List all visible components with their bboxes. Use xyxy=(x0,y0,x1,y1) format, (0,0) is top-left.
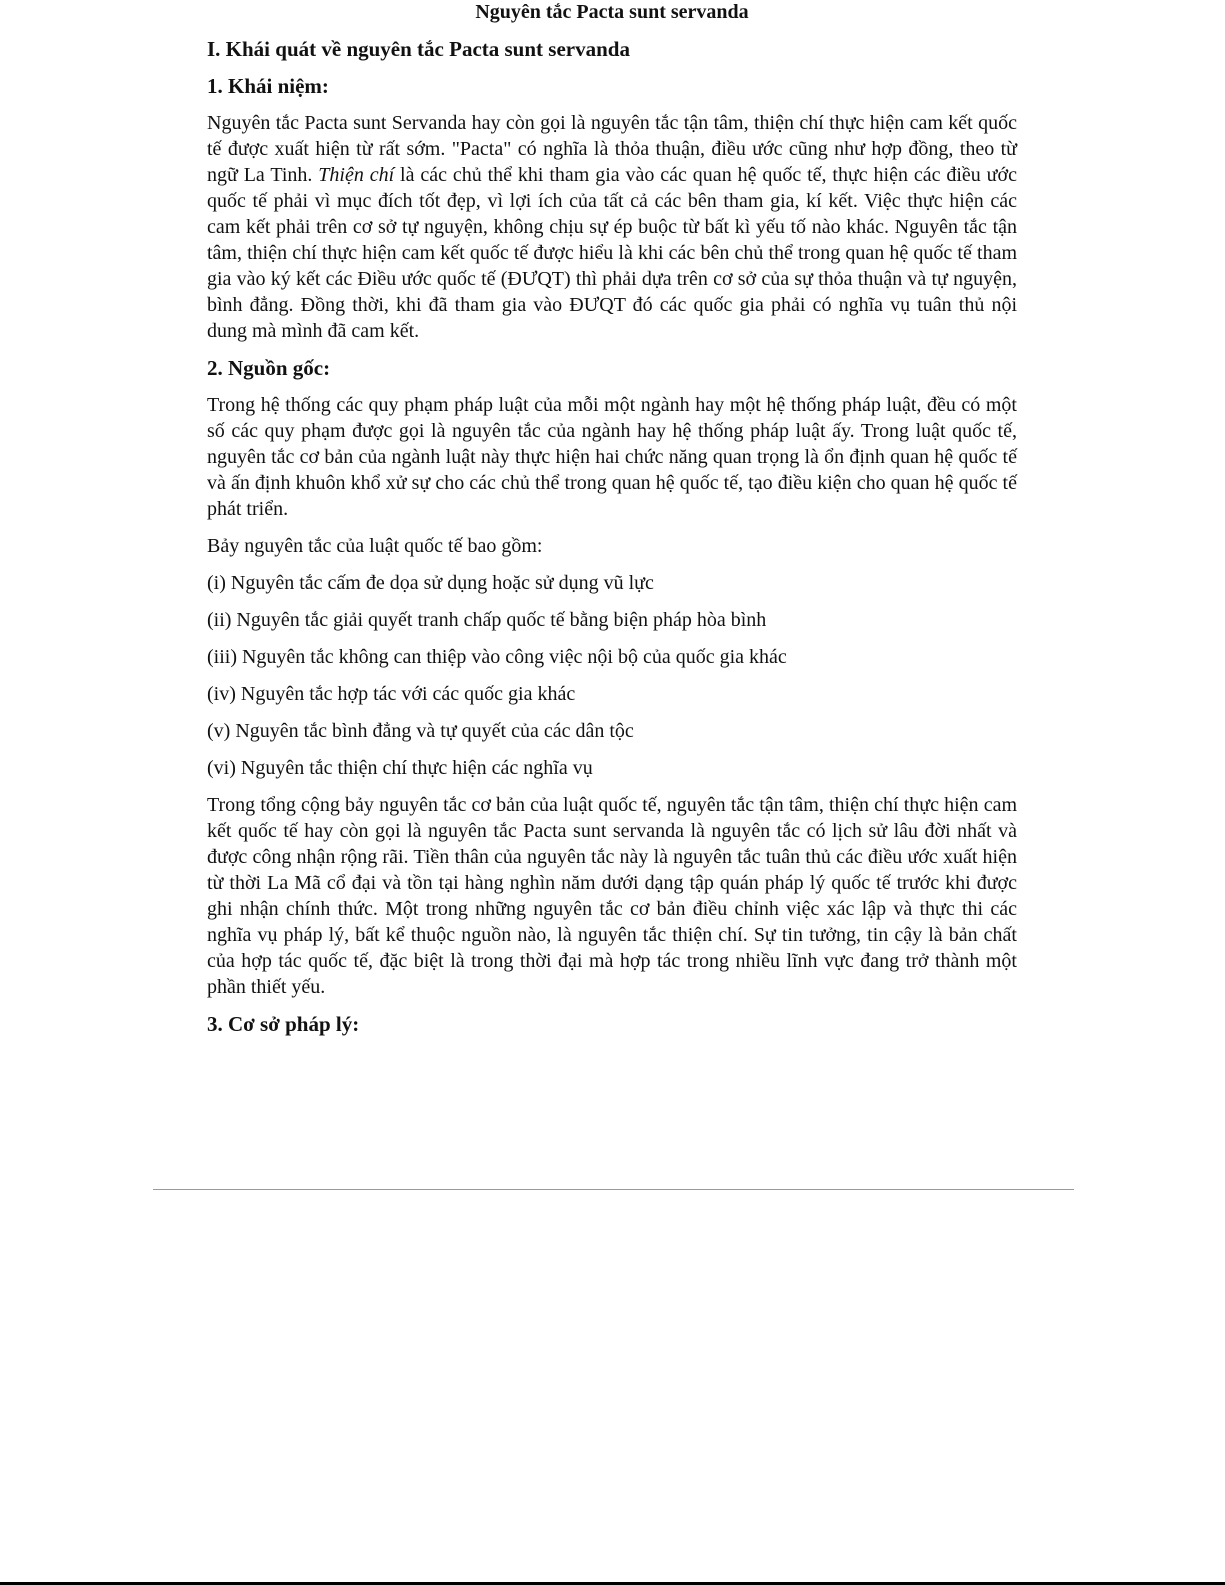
subheading-legal-basis: 3. Cơ sở pháp lý: xyxy=(207,1012,360,1036)
origin-paragraph-1: Trong hệ thống các quy phạm pháp luật của mỗi một ngành hay một hệ thống pháp luật, đều có một số các quy phạm được gọi là nguyên tắc của ngành hay hệ thống pháp luật ấy. Trong luật quốc tế, nguyên tắc cơ bản của ngành luật này thực hiện hai chức năng quan trọng là ổn định quan hệ quốc tế và ấn định khuôn khổ xử sự cho các chủ thể trong quan hệ quốc tế, tạo điều kiện cho quan hệ quốc tế phát triển. xyxy=(207,394,1017,520)
principles-intro: Bảy nguyên tắc của luật quốc tế bao gồm: xyxy=(207,535,543,557)
concept-italic-term: Thiện chí xyxy=(318,164,395,186)
concept-text-end: là các chủ thể khi tham gia vào các quan hệ quốc tế, thực hiện các điều ước quốc tế phải vì mục đích tốt đẹp, vì lợi ích của tất cả các bên tham gia, kí kết. Việc thực hiện các cam kết phải trên cơ sở tự nguyện, không chịu sự ép buộc từ bất kì yếu tố nào khác. Nguyên tắc tận tâm, thiện chí thực hiện cam kết quốc tế được hiểu là khi các bên chủ thể trong quan hệ quốc tế tham gia vào ký kết các Điều ước quốc tế (ĐƯQT) thì phải dựa trên cơ sở của sự thỏa thuận và tự nguyện, bình đẳng. Đồng thời, khi đã tham gia vào ĐƯQT đó các quốc gia phải có nghĩa vụ tuân thủ nội dung mà mình đã cam kết. xyxy=(207,164,1017,342)
section-heading-1: I. Khái quát về nguyên tắc Pacta sunt servanda xyxy=(207,37,630,61)
principle-item: (i) Nguyên tắc cấm đe dọa sử dụng hoặc sử dụng vũ lực xyxy=(207,572,654,594)
document-title: Nguyên tắc Pacta sunt servanda xyxy=(475,1,749,23)
principle-item: (ii) Nguyên tắc giải quyết tranh chấp quốc tế bằng biện pháp hòa bình xyxy=(207,609,767,631)
concept-paragraph xyxy=(207,110,1017,344)
page-divider xyxy=(153,1189,1074,1190)
principle-item: (iii) Nguyên tắc không can thiệp vào công việc nội bộ của quốc gia khác xyxy=(207,646,787,668)
concept-text-start: Nguyên tắc Pacta sunt Servanda hay còn gọi là nguyên tắc tận tâm, thiện chí thực hiện cam kết quốc tế được xuất hiện từ rất sớm. "Pacta" có nghĩa là thỏa thuận, điều ước cũng như hợp đồng, theo từ ngữ La Tinh. xyxy=(207,112,1017,186)
document-page xyxy=(207,0,1017,1048)
origin-paragraph-2: Trong tổng cộng bảy nguyên tắc cơ bản của luật quốc tế, nguyên tắc tận tâm, thiện chí thực hiện cam kết quốc tế hay còn gọi là nguyên tắc Pacta sunt servanda là nguyên tắc có lịch sử lâu đời nhất và được công nhận rộng rãi. Tiền thân của nguyên tắc này là nguyên tắc tuân thủ các điều ước xuất hiện từ thời La Mã cổ đại và tồn tại hàng nghìn năm dưới dạng tập quán pháp lý quốc tế trước khi được ghi nhận chính thức. Một trong những nguyên tắc cơ bản điều chỉnh việc xác lập và thực thi các nghĩa vụ pháp lý, bất kể thuộc nguồn nào, là nguyên tắc thiện chí. Sự tin tưởng, tin cậy là bản chất của hợp tác quốc tế, đặc biệt là trong thời đại mà hợp tác trong nhiều lĩnh vực đang trở thành một phần thiết yếu. xyxy=(207,794,1017,998)
subheading-origin: 2. Nguồn gốc: xyxy=(207,356,331,380)
subheading-concept: 1. Khái niệm: xyxy=(207,74,329,98)
principle-item: (v) Nguyên tắc bình đẳng và tự quyết của các dân tộc xyxy=(207,720,634,742)
principle-item: (iv) Nguyên tắc hợp tác với các quốc gia khác xyxy=(207,683,576,705)
principle-item: (vi) Nguyên tắc thiện chí thực hiện các nghĩa vụ xyxy=(207,757,593,779)
